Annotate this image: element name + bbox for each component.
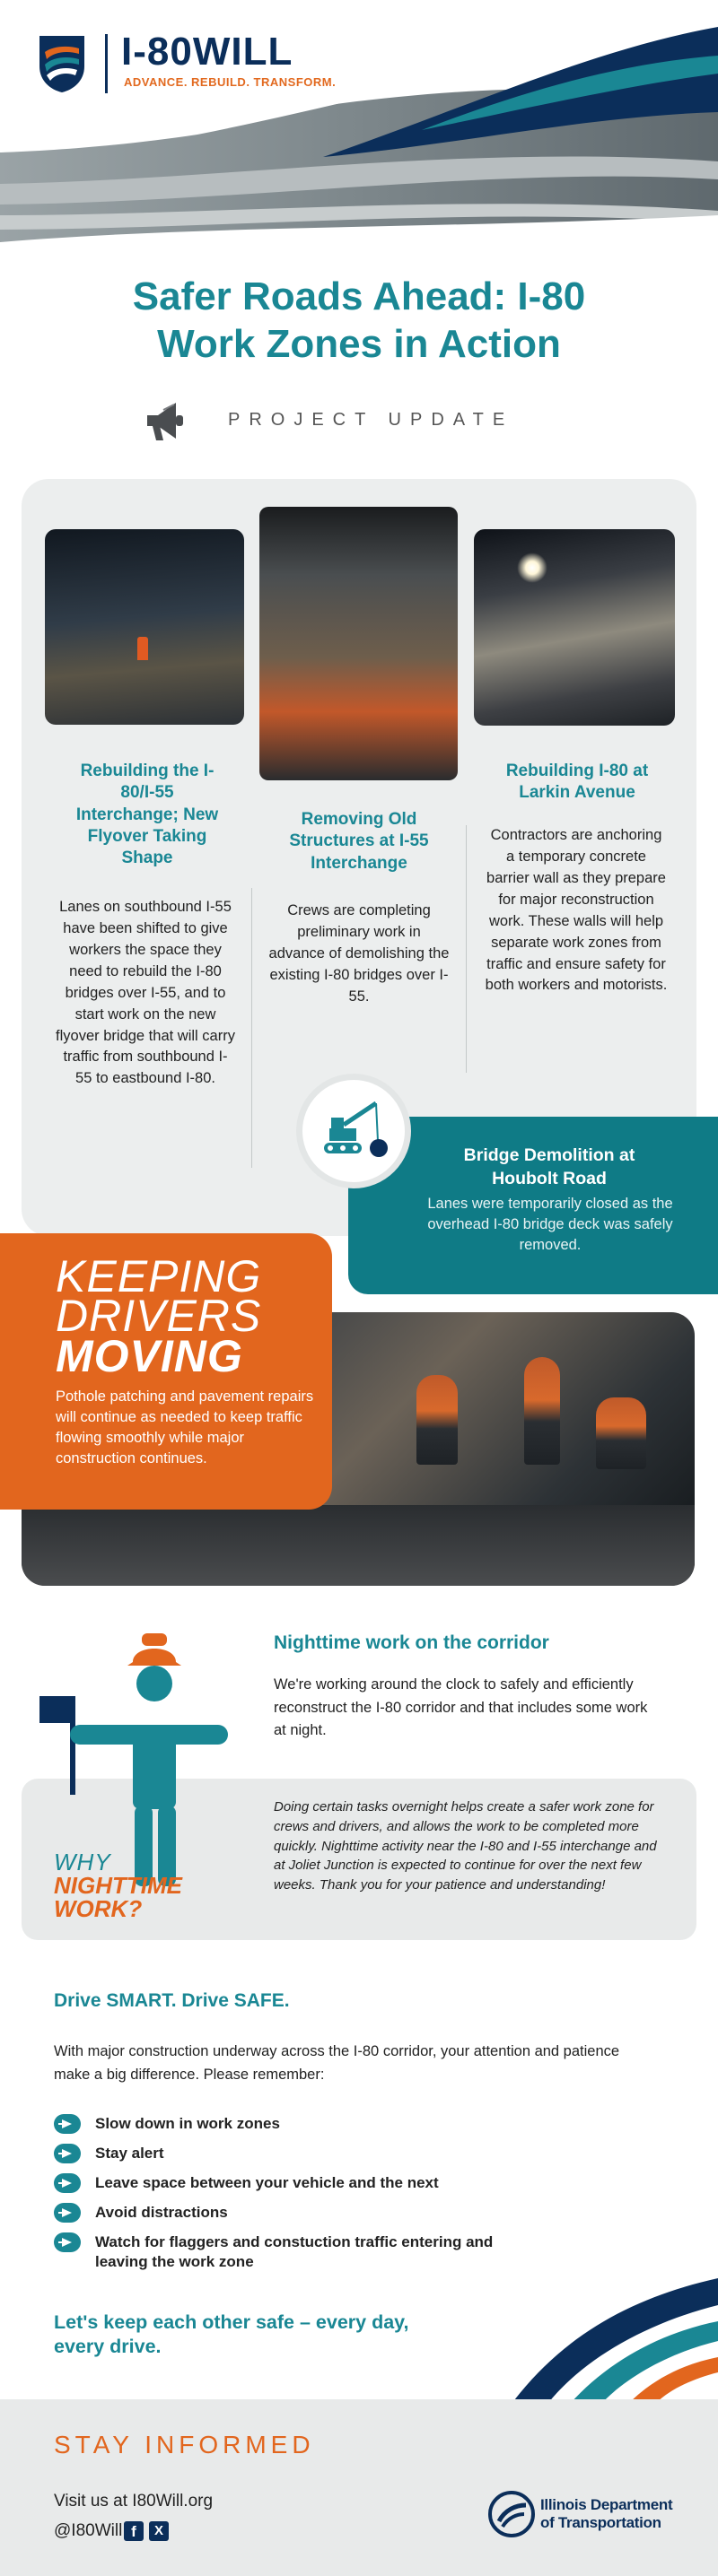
- nighttime-body: We're working around the clock to safely and efficiently reconstruct the I-80 corridor and that includes some work at night.: [274, 1676, 648, 1739]
- list-item-text: Leave space between your vehicle and the next: [95, 2174, 439, 2192]
- column-divider: [466, 825, 467, 1073]
- decorative-swoosh: [485, 2269, 718, 2404]
- arrow-right-icon: [54, 2173, 81, 2193]
- keeping-drivers-title-line1: KEEPING: [56, 1251, 262, 1301]
- i80will-shield-logo: [36, 34, 88, 93]
- nighttime-label: NIGHTTIME: [54, 1872, 182, 1899]
- arrow-right-icon: [54, 2232, 81, 2252]
- photo-larkin-barrier: [474, 529, 675, 726]
- arrow-right-icon: [54, 2144, 81, 2163]
- safety-list: [54, 2114, 503, 2283]
- list-item-text: Slow down in work zones: [95, 2115, 280, 2132]
- logo-divider: [105, 34, 108, 93]
- why-label: WHY: [54, 1849, 111, 1875]
- idot-name-line1: Illinois Department: [540, 2496, 673, 2513]
- keeping-drivers-body: Pothole patching and pavement repairs will continue as needed to keep traffic flowing smoothly while major construction continues.: [56, 1388, 314, 1467]
- drive-smart-heading: Drive SMART. Drive SAFE.: [54, 1990, 290, 2011]
- photo-structure-removal: [259, 507, 458, 780]
- column-3-body: Contractors are anchoring a temporary concrete barrier wall as they prepare for major reconstruction work. These walls will help separate work zones from traffic and ensure safety for both workers and motorists.: [485, 827, 668, 994]
- keeping-drivers-title-line3: MOVING: [56, 1331, 243, 1381]
- bridge-demolition-heading: Bridge Demolition at Houbolt Road: [463, 1145, 635, 1188]
- list-item: [54, 2203, 503, 2223]
- social-handle: @I80Will: [54, 2521, 123, 2540]
- column-divider: [251, 888, 252, 1168]
- column-1-heading: Rebuilding the I-80/I-55 Interchange; New Flyover Taking Shape: [75, 761, 219, 868]
- footer: [0, 2399, 718, 2576]
- nighttime-heading: Nighttime work on the corridor: [274, 1632, 549, 1653]
- flagger-worker-icon: [18, 1626, 251, 1899]
- work-label: WORK?: [54, 1895, 143, 1922]
- header-banner: [0, 0, 718, 260]
- closing-message: Let's keep each other safe – every day, every drive.: [54, 2311, 409, 2357]
- page-title: Safer Roads Ahead: I-80 Work Zones in Action: [132, 274, 586, 366]
- stay-informed-heading: STAY INFORMED: [54, 2431, 315, 2459]
- column-2-body: Crews are completing preliminary work in advance of demolishing the existing I-80 bridges over I-55.: [268, 902, 450, 1005]
- facebook-icon[interactable]: f: [124, 2521, 144, 2541]
- why-nighttime-body: Doing certain tasks overnight helps create a safer work zone for crews and drivers, and allows the work to be completed more quickly. Nighttime activity near the I-80 and I-55 interchange and at Joliet Junction is expected to continue for over the next few weeks. Thank you for your patience and understanding!: [274, 1799, 657, 1893]
- header-swoosh-graphic: [0, 0, 718, 260]
- list-item: [54, 2114, 503, 2134]
- x-icon[interactable]: X: [149, 2521, 169, 2541]
- list-item-text: Watch for flaggers and constuction traffic entering and leaving the work zone: [95, 2233, 494, 2271]
- list-item: [54, 2144, 503, 2163]
- brand-name: I-80WILL: [121, 30, 293, 74]
- column-3-heading: Rebuilding I-80 at Larkin Avenue: [505, 761, 649, 803]
- arrow-right-icon: [54, 2203, 81, 2223]
- drive-smart-body: With major construction underway across the I-80 corridor, your attention and patience make a big difference. Please remember:: [54, 2043, 620, 2083]
- website-link[interactable]: Visit us at I80Will.org: [54, 2492, 214, 2511]
- list-item-text: Stay alert: [95, 2145, 164, 2163]
- wrecking-crane-icon: [302, 1080, 405, 1182]
- megaphone-icon: [144, 397, 187, 444]
- arrow-right-icon: [54, 2114, 81, 2134]
- photo-i55-lanes: [45, 529, 244, 725]
- idot-name-line2: of Transportation: [540, 2514, 661, 2531]
- list-item: [54, 2173, 503, 2193]
- bridge-demolition-body: Lanes were temporarily closed as the overhead I-80 bridge deck was safely removed.: [427, 1196, 673, 1254]
- idot-logo: [488, 2491, 535, 2537]
- list-item-text: Avoid distractions: [95, 2204, 228, 2222]
- keeping-drivers-title-line2: DRIVERS: [56, 1291, 262, 1341]
- crane-icon-badge: [296, 1074, 411, 1188]
- list-item: [54, 2232, 503, 2272]
- column-2-heading: Removing Old Structures at I-55 Interchange: [289, 810, 429, 873]
- project-update-label: PROJECT UPDATE: [228, 410, 514, 430]
- brand-tagline: ADVANCE. REBUILD. TRANSFORM.: [124, 75, 337, 89]
- column-1-body: Lanes on southbound I-55 have been shifted to give workers the space they need to rebuild the I-80 bridges over I-55, and to start work on the new flyover bridge that will carry traffic from southbound I-55 to eastbound I-80.: [56, 899, 235, 1087]
